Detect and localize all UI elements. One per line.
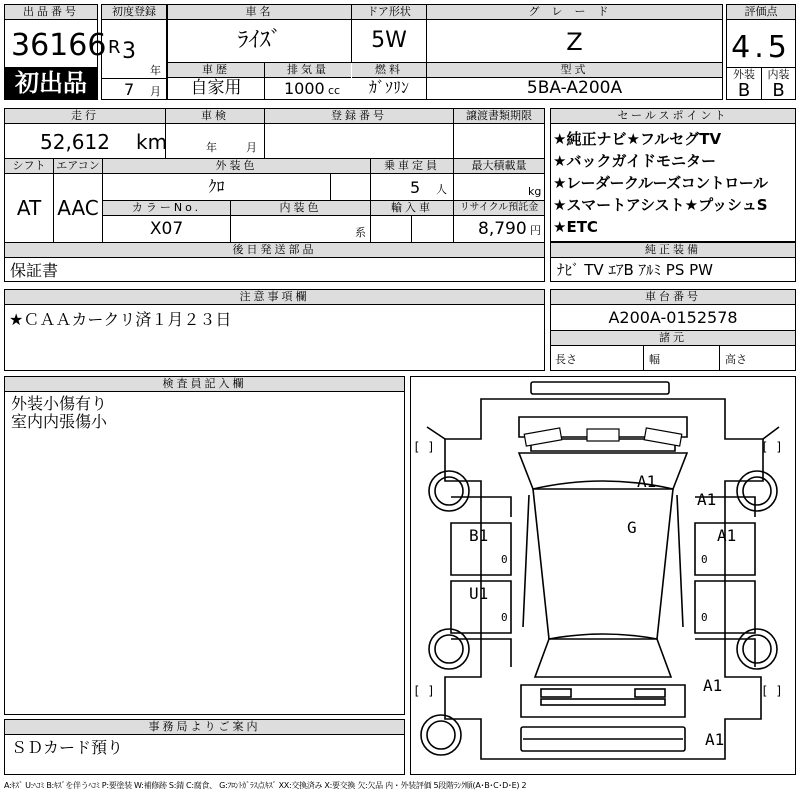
bracket-right-rear: [ ] bbox=[761, 684, 783, 698]
era-letter: R bbox=[108, 37, 121, 58]
parts-header: 後日発送部品 bbox=[5, 243, 544, 258]
fuel-header: 燃料 bbox=[352, 63, 426, 78]
panel-zero: 0 bbox=[501, 553, 508, 566]
displacement-header: 排気量 bbox=[265, 63, 351, 78]
int-color-unit: 系 bbox=[355, 226, 366, 239]
damage-mark: A1 bbox=[705, 730, 725, 749]
int-score-label: 内装 bbox=[767, 68, 790, 81]
door-header: ドア形状 bbox=[352, 5, 426, 20]
first-listing-badge: 初出品 bbox=[5, 67, 97, 99]
mileage-header: 走行 bbox=[5, 109, 165, 124]
office-value: ＳＤカード預り bbox=[11, 738, 124, 757]
sales-point: ★スマートアシスト★プッシュS bbox=[553, 196, 768, 214]
capacity-header: 乗車定員 bbox=[371, 159, 453, 174]
lot-number: 36166 bbox=[11, 28, 107, 63]
notes-value: ★ＣＡＡカークリ済１月２３日 bbox=[9, 310, 232, 329]
reg-number-header: 登録番号 bbox=[265, 109, 453, 124]
parts-value: 保証書 bbox=[10, 261, 59, 280]
reg-month-unit: 月 bbox=[150, 85, 161, 98]
bracket-left-rear: [ ] bbox=[413, 684, 435, 698]
mileage-value: 52,612 bbox=[40, 130, 110, 154]
lot-number-header: 出品番号 bbox=[5, 5, 97, 20]
panel-zero: 0 bbox=[701, 611, 708, 624]
inspector-header: 検査員記入欄 bbox=[5, 377, 404, 392]
equipment-box bbox=[550, 242, 796, 282]
capacity-unit: 人 bbox=[436, 183, 447, 196]
inspector-line: 外装小傷有り bbox=[11, 394, 108, 413]
notes-box bbox=[4, 289, 545, 371]
legend-text: A:ｷｽﾞ U:ﾍｺﾐ B:ｷｽﾞを伴うﾍｺﾐ P:要塗装 W:補修跡 S:錆 C:腐食、 G:ﾌﾛﾝﾄｶﾞﾗｽ点ｷｽﾞ XX:交換済み X:要交換 欠:欠品 内・外装評価 5段階ﾗﾝｸ順(A･B･C･D･E) 2 bbox=[4, 781, 527, 790]
office-box bbox=[4, 719, 405, 775]
sales-point: ★純正ナビ★フルセグTV bbox=[553, 130, 722, 148]
shift-header: シフト bbox=[5, 159, 53, 174]
inspection-year-unit: 年 bbox=[206, 141, 217, 154]
history-value: 自家用 bbox=[190, 78, 242, 98]
door-type: 5W bbox=[371, 28, 407, 53]
damage-mark: A1 bbox=[697, 490, 717, 509]
int-score: B bbox=[772, 80, 785, 101]
import-header: 輸入車 bbox=[371, 201, 453, 216]
shift-value: AT bbox=[16, 196, 42, 220]
capacity-value: 5 bbox=[410, 178, 421, 197]
notes-header: 注意事項欄 bbox=[5, 290, 544, 305]
transfer-deadline-header: 譲渡書類期限 bbox=[454, 109, 544, 124]
score-value: 4.5 bbox=[731, 30, 791, 65]
aircon-value: AAC bbox=[57, 196, 99, 220]
color-no-value: X07 bbox=[149, 219, 184, 239]
dims-width-label: 幅 bbox=[649, 353, 660, 366]
panel-zero: 0 bbox=[701, 553, 708, 566]
ext-color-header: 外装色 bbox=[103, 159, 370, 174]
sales-point: ★レーダークルーズコントロール bbox=[553, 174, 768, 192]
first-registration-box bbox=[101, 4, 167, 100]
max-load-unit: kg bbox=[528, 185, 542, 198]
recycle-header: リサイクル預託金 bbox=[454, 201, 544, 216]
damage-mark: G bbox=[627, 518, 637, 537]
grade-header: グレード bbox=[427, 5, 722, 20]
bracket-left: [ ] bbox=[413, 440, 435, 454]
ext-score: B bbox=[737, 80, 751, 101]
car-name: ﾗｲｽﾞ bbox=[237, 28, 282, 53]
reg-month: 7 bbox=[124, 80, 135, 99]
mileage-unit: km bbox=[136, 130, 168, 154]
office-header: 事務局よりご案内 bbox=[5, 720, 404, 735]
inspector-line: 室内内張傷小 bbox=[11, 412, 108, 431]
sales-point: ★バックガイドモニター bbox=[553, 152, 716, 170]
damage-mark: A1 bbox=[637, 472, 657, 491]
damage-mark: B1 bbox=[469, 526, 489, 545]
bracket-right: [ ] bbox=[761, 440, 783, 454]
dims-height-label: 高さ bbox=[725, 353, 747, 366]
history-header: 車歴 bbox=[168, 63, 264, 78]
damage-mark: A1 bbox=[717, 526, 737, 545]
chassis-header: 車台番号 bbox=[551, 290, 795, 305]
aircon-header: エアコン bbox=[54, 159, 102, 174]
lot-number-box bbox=[4, 4, 107, 100]
displacement-value: 1000 bbox=[284, 79, 325, 98]
first-registration-header: 初度登録 bbox=[102, 5, 166, 20]
sales-points-header: セールスポイント bbox=[551, 109, 795, 124]
color-no-header: カラーNo. bbox=[103, 201, 230, 216]
damage-mark: A1 bbox=[703, 676, 723, 695]
sales-point: ★ETC bbox=[553, 218, 598, 236]
damage-mark: U1 bbox=[469, 584, 489, 603]
max-load-header: 最大積載量 bbox=[454, 159, 544, 174]
panel-zero: 0 bbox=[501, 611, 508, 624]
car-diagram bbox=[411, 377, 795, 774]
inspection-month-unit: 月 bbox=[246, 141, 257, 154]
chassis-box bbox=[550, 289, 796, 371]
equipment-value: ﾅﾋﾞ TV ｴｱB ｱﾙﾐ PS PW bbox=[557, 261, 713, 279]
fuel-value: ｶﾞｿﾘﾝ bbox=[368, 78, 409, 97]
inspector-box bbox=[4, 376, 405, 715]
ext-color-value: ｸﾛ bbox=[208, 177, 225, 196]
recycle-unit: 円 bbox=[530, 224, 541, 237]
ext-score-label: 外装 bbox=[733, 68, 755, 81]
score-header: 評価点 bbox=[727, 5, 795, 20]
model-header: 型式 bbox=[427, 63, 722, 78]
dims-length-label: 長さ bbox=[555, 353, 577, 366]
score-box bbox=[726, 4, 796, 100]
reg-year-unit: 年 bbox=[150, 64, 161, 77]
int-color-header: 内装色 bbox=[231, 201, 370, 216]
model-value: 5BA-A200A bbox=[526, 78, 623, 98]
recycle-value: 8,790 bbox=[478, 219, 527, 239]
reg-year: 3 bbox=[122, 39, 136, 64]
chassis-value: A200A-0152578 bbox=[608, 308, 738, 327]
equipment-header: 純正装備 bbox=[551, 243, 795, 258]
car-name-header: 車名 bbox=[168, 5, 351, 20]
sales-points-box bbox=[550, 108, 796, 242]
displacement-unit: cc bbox=[328, 84, 341, 97]
inspection-header: 車検 bbox=[166, 109, 264, 124]
grade-value: Z bbox=[566, 28, 583, 56]
car-diagram-box bbox=[410, 376, 796, 775]
dims-header: 諸元 bbox=[551, 331, 795, 346]
